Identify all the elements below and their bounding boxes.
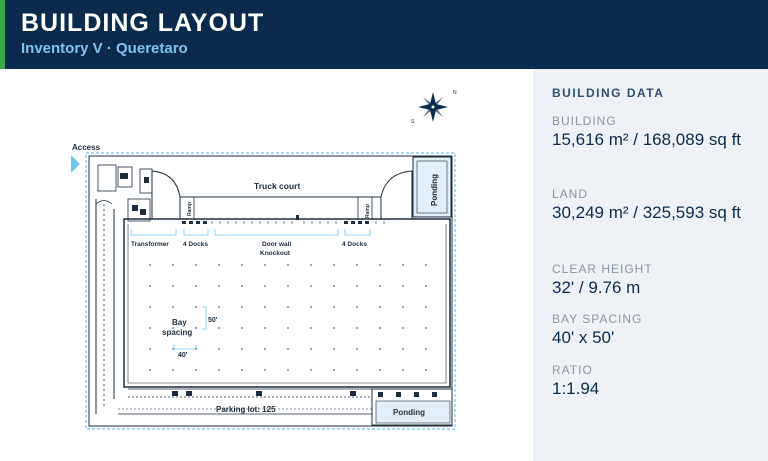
column-dot: [310, 285, 312, 287]
ponding-bottom-label: Ponding: [393, 408, 425, 417]
clear-height-value: 32' / 9.76 m: [552, 278, 641, 297]
column-dot: [333, 285, 335, 287]
column-dot: [379, 327, 381, 329]
column-dot: [195, 369, 197, 371]
header: [0, 0, 768, 69]
column-dot: [402, 264, 404, 266]
header-accent-bar: [0, 0, 5, 69]
column-dot: [356, 306, 358, 308]
column-dot: [356, 369, 358, 371]
svg-text:S: S: [411, 119, 415, 125]
bay-dim-50: 50': [208, 317, 218, 324]
bay-dim-40: 40': [178, 352, 188, 359]
column-dot: [241, 348, 243, 350]
column-dot: [218, 348, 220, 350]
compass-rose-icon: [411, 90, 457, 125]
column-dot: [310, 264, 312, 266]
column-dot: [149, 327, 151, 329]
column-dot: [172, 348, 174, 350]
clear-height-label: CLEAR HEIGHT: [552, 262, 653, 276]
column-dot: [195, 285, 197, 287]
bay-label: Bay: [172, 318, 187, 327]
knockout-label: Knockout: [260, 250, 290, 257]
column-dot: [402, 348, 404, 350]
column-dot: [264, 348, 266, 350]
column-dot: [218, 285, 220, 287]
ponding-top-label: Ponding: [430, 174, 439, 206]
column-dot: [195, 348, 197, 350]
column-dot: [402, 306, 404, 308]
column-dot: [195, 306, 197, 308]
column-dot: [425, 285, 427, 287]
access-arrow-icon: [71, 155, 80, 173]
column-dot: [379, 285, 381, 287]
column-dot: [218, 264, 220, 266]
column-dot: [333, 369, 335, 371]
column-dot: [195, 327, 197, 329]
column-dot: [218, 306, 220, 308]
column-dot: [241, 369, 243, 371]
column-dot: [287, 264, 289, 266]
column-dot: [287, 285, 289, 287]
site-plan: [0, 69, 533, 461]
column-dot: [241, 306, 243, 308]
svg-text:N: N: [453, 90, 457, 96]
column-dot: [264, 369, 266, 371]
ratio-label: RATIO: [552, 363, 593, 377]
docks-left-label: 4 Docks: [183, 241, 208, 248]
column-dot: [425, 327, 427, 329]
column-dot: [241, 285, 243, 287]
column-dot: [287, 306, 289, 308]
column-dot: [379, 264, 381, 266]
column-dot: [264, 327, 266, 329]
column-dot: [333, 348, 335, 350]
access-label: Access: [72, 143, 101, 152]
column-dot: [402, 285, 404, 287]
ratio-value: 1:1.94: [552, 379, 600, 398]
column-dot: [310, 306, 312, 308]
column-dot: [379, 348, 381, 350]
column-dot: [425, 306, 427, 308]
column-dot: [379, 306, 381, 308]
column-dot: [379, 369, 381, 371]
column-dot: [172, 264, 174, 266]
door-wall-label: Door wall: [262, 241, 292, 248]
panel-title: BUILDING DATA: [552, 86, 665, 100]
column-dot: [149, 264, 151, 266]
column-dot: [425, 264, 427, 266]
page-subtitle: Inventory V · Queretaro: [21, 40, 188, 57]
column-dot: [402, 369, 404, 371]
column-dot: [264, 285, 266, 287]
ramp-left-label: Ramp: [187, 202, 193, 216]
column-dot: [241, 327, 243, 329]
column-dot: [218, 369, 220, 371]
column-dot: [149, 285, 151, 287]
building-data-panel: [533, 69, 768, 461]
column-dot: [172, 285, 174, 287]
column-dot: [264, 264, 266, 266]
docks-right-label: 4 Docks: [342, 241, 367, 248]
column-dot: [333, 306, 335, 308]
column-dot: [310, 369, 312, 371]
column-dot: [264, 306, 266, 308]
column-dot: [241, 264, 243, 266]
column-dot: [310, 327, 312, 329]
column-dot: [333, 264, 335, 266]
parking-label: Parking lot: 125: [216, 405, 276, 414]
column-dot: [172, 369, 174, 371]
column-dot: [218, 327, 220, 329]
column-dot: [425, 369, 427, 371]
column-dot: [402, 327, 404, 329]
ramp-right-label: Ramp: [365, 204, 371, 218]
truck-court-label: Truck court: [254, 181, 301, 191]
column-dot: [195, 264, 197, 266]
column-dot: [149, 306, 151, 308]
column-dot: [149, 369, 151, 371]
land-value: 30,249 m² / 325,593 sq ft: [552, 203, 742, 222]
transformer-label: Transformer: [131, 241, 169, 248]
spacing-label: spacing: [162, 328, 193, 337]
site-plan-drawing: [0, 69, 533, 461]
column-dot: [356, 264, 358, 266]
page-title: BUILDING LAYOUT: [21, 9, 265, 37]
column-dot: [310, 348, 312, 350]
column-dot: [287, 327, 289, 329]
column-dot: [172, 306, 174, 308]
building-label: BUILDING: [552, 114, 617, 128]
building-value: 15,616 m² / 168,089 sq ft: [552, 130, 742, 149]
column-dot: [287, 348, 289, 350]
column-dot: [333, 327, 335, 329]
column-dot: [425, 348, 427, 350]
bay-spacing-value: 40' x 50': [552, 328, 615, 347]
column-dot: [356, 327, 358, 329]
land-label: LAND: [552, 187, 589, 201]
bay-spacing-label: BAY SPACING: [552, 312, 643, 326]
column-dot: [287, 369, 289, 371]
column-dot: [356, 285, 358, 287]
column-dot: [149, 348, 151, 350]
column-dot: [356, 348, 358, 350]
